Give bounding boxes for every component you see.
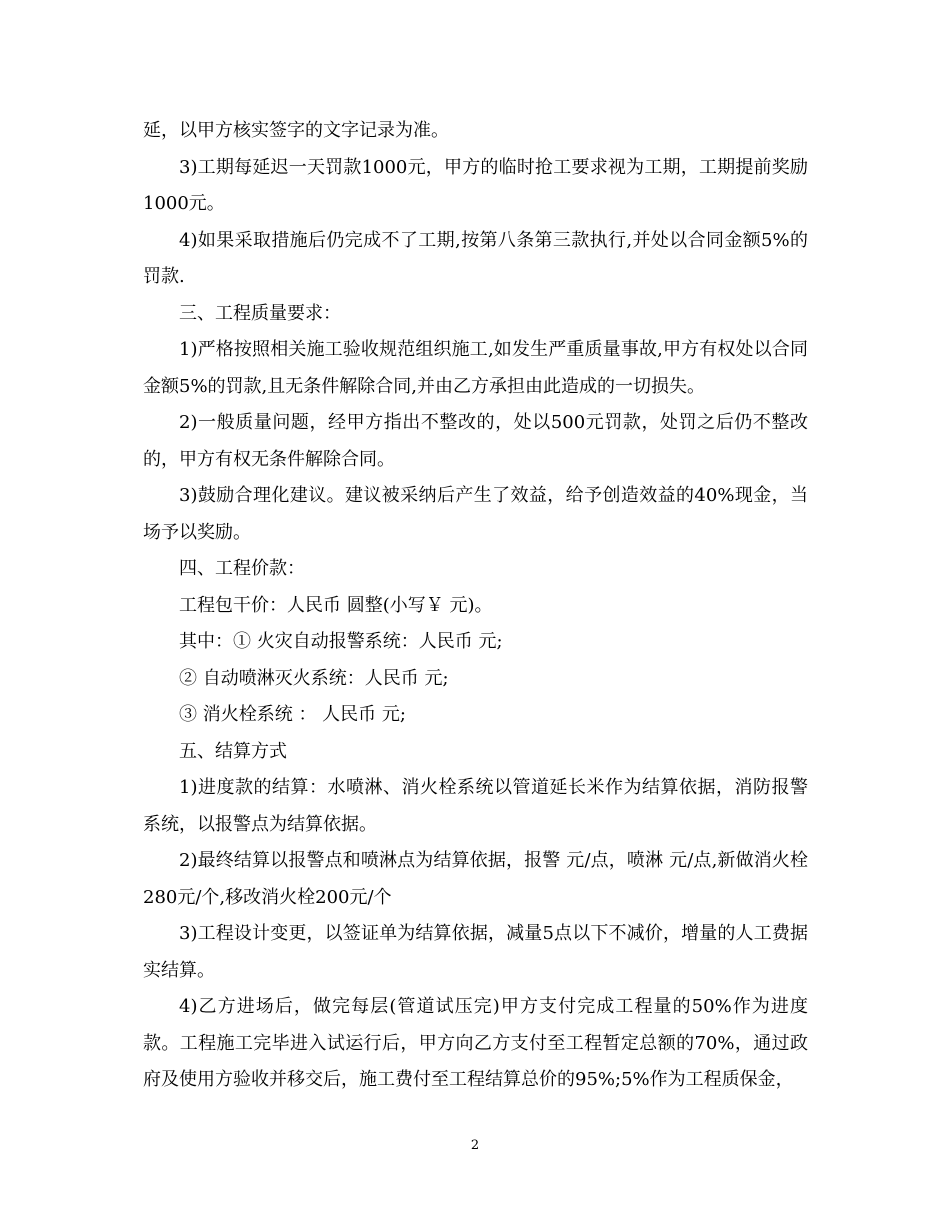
- paragraph-settlement-4: 4)乙方进场后，做完每层(管道试压完)甲方支付完成工程量的50%作为进度款。工程施工完毕进入试运行后，甲方向乙方支付至工程暂定总额的70%，通过政府及使用方验收并移交后，施工费付至工程结算总价的95%;5%作为工程质保金，: [143, 996, 808, 1090]
- paragraph-quality-3: 3)鼓励合理化建议。建议被采纳后产生了效益，给予创造效益的40%现金，当场予以奖励。: [143, 485, 808, 543]
- paragraph-delay-penalty: 3)工期每延迟一天罚款1000元，甲方的临时抢工要求视为工期，工期提前奖励1000元。: [143, 156, 808, 214]
- paragraph-settlement-1: 1)进度款的结算：水喷淋、消火栓系统以管道延长米作为结算依据，消防报警系统，以报警点为结算依据。: [143, 777, 808, 835]
- section-heading-price: 四、工程价款：: [179, 558, 305, 579]
- paragraph-contract-penalty: 4)如果采取措施后仍完成不了工期,按第八条第三款执行,并处以合同金额5%的罚款.: [143, 229, 808, 287]
- paragraph-quality-1: 1)严格按照相关施工验收规范组织施工,如发生严重质量事故,甲方有权处以合同金额5%的罚款,且无条件解除合同,并由乙方承担由此造成的一切损失。: [143, 339, 808, 397]
- paragraph-price-item-3: ③ 消火栓系统 ： 人民币 元;: [179, 704, 406, 725]
- paragraph-quality-2: 2)一般质量问题，经甲方指出不整改的，处以500元罚款，处罚之后仍不整改的，甲方有权无条件解除合同。: [143, 412, 808, 470]
- paragraph-continuation: 延，以甲方核实签字的文字记录为准。: [143, 120, 449, 141]
- section-heading-settlement: 五、结算方式: [179, 740, 287, 762]
- paragraph-settlement-3: 3)工程设计变更，以签证单为结算依据，减量5点以下不减价，增量的人工费据实结算。: [143, 923, 808, 981]
- document-body: [143, 113, 808, 1099]
- page-number: 2: [470, 1138, 480, 1153]
- paragraph-price-item-1: 其中：① 火灾自动报警系统：人民币 元;: [179, 631, 503, 652]
- section-heading-quality: 三、工程质量要求：: [179, 302, 341, 324]
- paragraph-settlement-2: 2)最终结算以报警点和喷淋点为结算依据，报警 元/点，喷淋 元/点,新做消火栓280元/个,移改消火栓200元/个: [143, 850, 808, 908]
- paragraph-lump-sum-price: 工程包干价：人民币 圆整(小写￥ 元)。: [179, 594, 493, 616]
- paragraph-price-item-2: ② 自动喷淋灭火系统：人民币 元;: [179, 667, 449, 689]
